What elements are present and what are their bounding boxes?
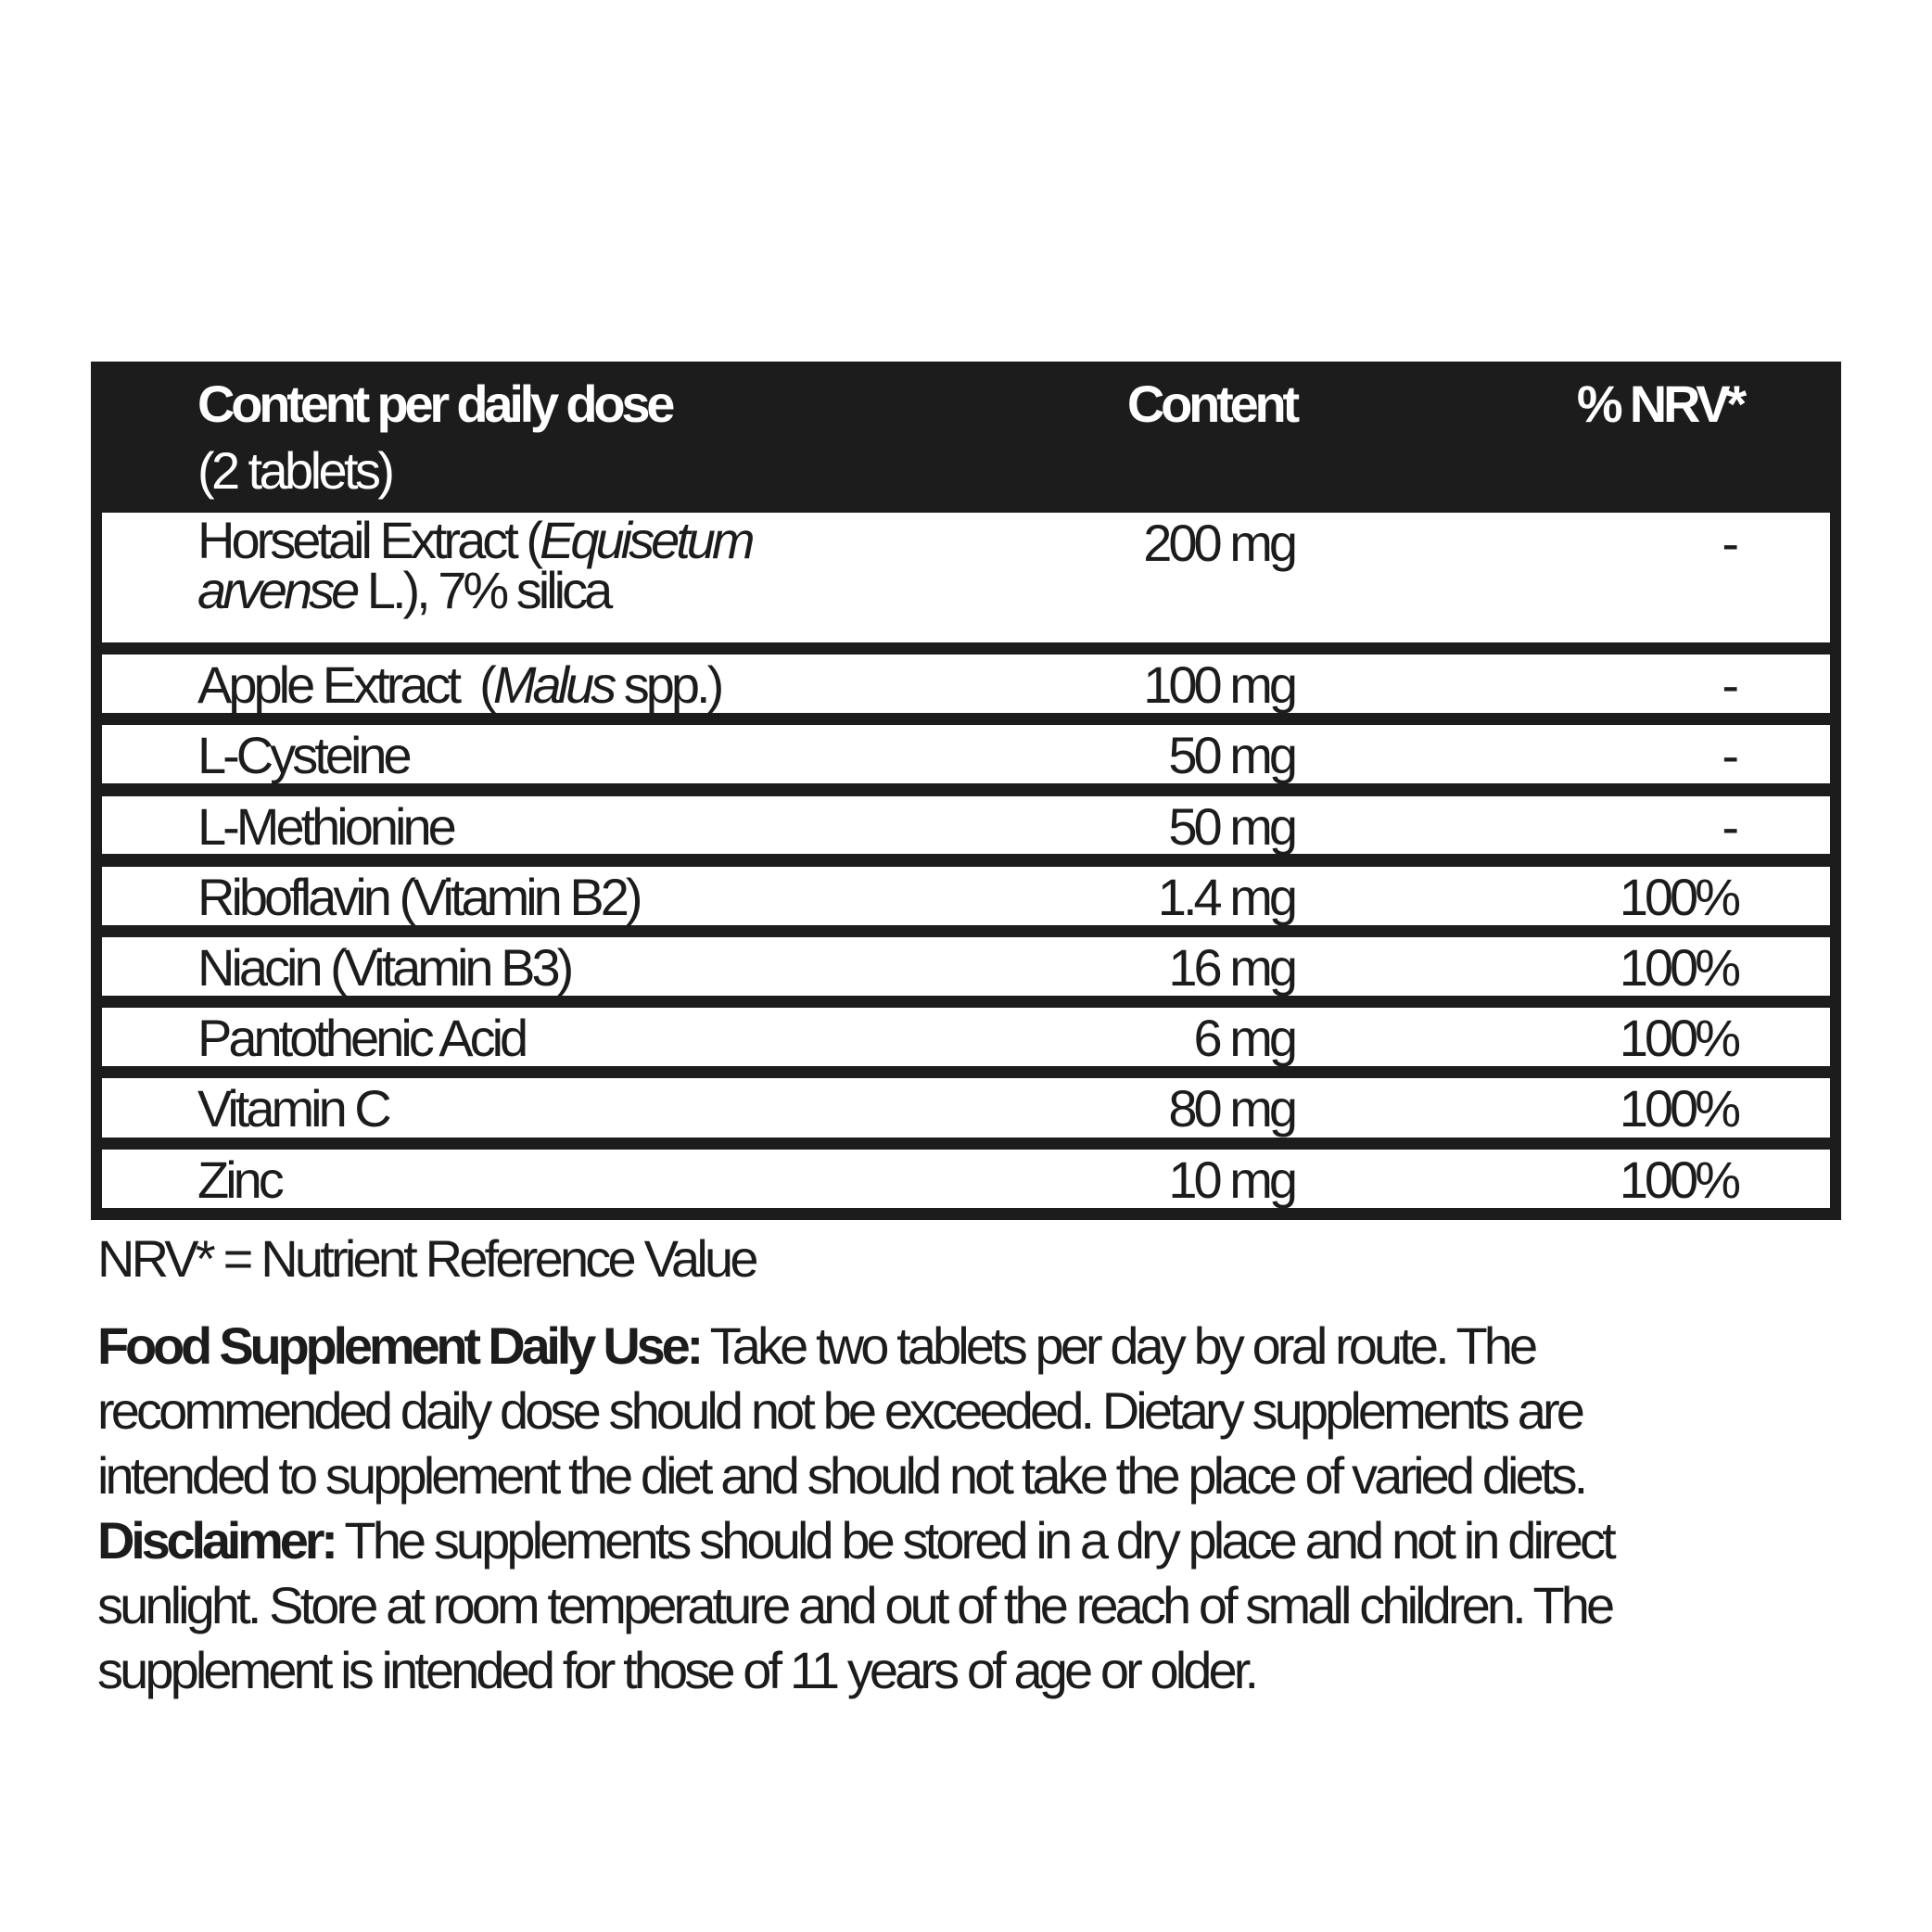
ingredient-nrv: 100% xyxy=(1619,868,1737,926)
header-content-per-daily-dose: Content per daily dose xyxy=(197,375,672,433)
table-header xyxy=(91,362,1841,513)
ingredient-content: 10 mg xyxy=(1168,1150,1294,1209)
ingredient-name: Apple Extract (Malus spp.) xyxy=(197,655,721,714)
ingredient-content: 80 mg xyxy=(1168,1079,1294,1138)
usage-and-disclaimer xyxy=(97,1314,1613,1703)
ingredient-content: 200 mg xyxy=(1143,514,1294,572)
ingredient-name: Horsetail Extract (Equisetum arvense L.), 7% silica xyxy=(197,511,752,619)
ingredient-name: L-Cysteine xyxy=(197,726,409,784)
header-dose-note: (2 tablets) xyxy=(197,441,392,500)
ingredient-content: 50 mg xyxy=(1168,726,1294,784)
table-row xyxy=(102,937,1830,996)
header-content: Content xyxy=(1126,375,1296,433)
ingredient-content: 16 mg xyxy=(1168,938,1294,997)
ingredient-name: Riboflavin (Vitamin B2) xyxy=(197,868,640,926)
ingredient-content: 1.4 mg xyxy=(1157,868,1294,926)
table-row xyxy=(102,867,1830,925)
usage-line: Food Supplement Daily Use: Take two tablets per day by oral route. The xyxy=(97,1316,1535,1375)
table-row xyxy=(102,1008,1830,1066)
ingredient-name: L-Methionine xyxy=(197,797,453,856)
ingredient-nrv: 100% xyxy=(1619,1009,1737,1067)
ingredient-content: 6 mg xyxy=(1193,1009,1294,1067)
ingredient-nrv: - xyxy=(1722,726,1735,784)
table-row xyxy=(102,513,1830,642)
disclaimer-line: Disclaimer: The supplements should be stored in a dry place and not in direct xyxy=(97,1511,1613,1570)
ingredient-name: Niacin (Vitamin B3) xyxy=(197,938,571,997)
table-row xyxy=(102,725,1830,783)
ingredient-content: 100 mg xyxy=(1143,655,1294,714)
ingredient-nrv: 100% xyxy=(1619,1150,1737,1209)
usage-line: recommended daily dose should not be exceeded. Dietary supplements are xyxy=(97,1381,1582,1440)
ingredient-name: Zinc xyxy=(197,1150,281,1209)
table-row xyxy=(102,796,1830,854)
table-row xyxy=(102,1150,1830,1208)
ingredient-name: Pantothenic Acid xyxy=(197,1009,526,1067)
ingredient-content: 50 mg xyxy=(1168,797,1294,856)
ingredient-nrv: - xyxy=(1722,797,1735,856)
ingredient-nrv: 100% xyxy=(1619,1079,1737,1138)
ingredient-nrv: - xyxy=(1722,655,1735,714)
nutrition-table xyxy=(91,362,1841,1220)
disclaimer-label: Disclaimer: xyxy=(97,1511,335,1570)
table-row xyxy=(102,1078,1830,1138)
nrv-footnote: NRV* = Nutrient Reference Value xyxy=(97,1229,756,1288)
table-row xyxy=(102,655,1830,713)
usage-label: Food Supplement Daily Use: xyxy=(97,1316,700,1375)
ingredient-nrv: - xyxy=(1722,514,1735,572)
header-nrv: % NRV* xyxy=(1576,375,1743,433)
disclaimer-line: sunlight. Store at room temperature and out of the reach of small children. The xyxy=(97,1576,1612,1634)
ingredient-nrv: 100% xyxy=(1619,938,1737,997)
disclaimer-line: supplement is intended for those of 11 years of age or older. xyxy=(97,1641,1256,1699)
ingredient-name: Vitamin C xyxy=(197,1079,388,1138)
usage-line: intended to supplement the diet and should not take the place of varied diets. xyxy=(97,1446,1585,1505)
